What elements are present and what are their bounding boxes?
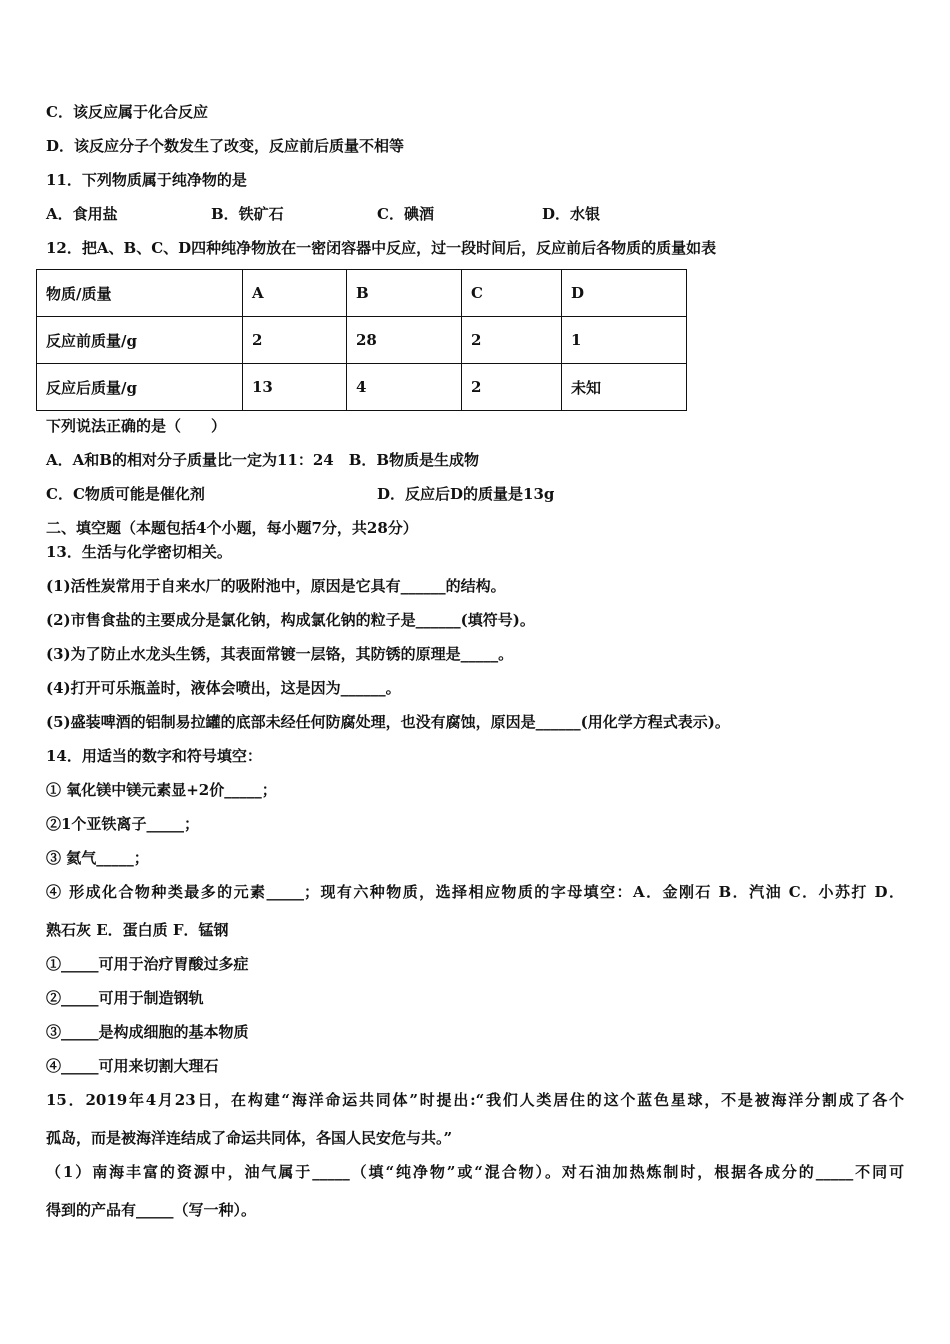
table-row xyxy=(37,364,687,411)
q11-option-b: B．铁矿石 xyxy=(211,205,284,223)
q11-option-a: A．食用盐 xyxy=(46,205,118,223)
q14-sub-1: ①_____可用于治疗胃酸过多症 xyxy=(46,955,249,973)
q14-sub-4: ④_____可用来切割大理石 xyxy=(46,1057,219,1075)
q15-stem-line-1: 15．2019年4月23日，在构建“海洋命运共同体”时提出:“我们人类居住的这个蓝色星球，不是被海洋分割成了各个 xyxy=(46,1091,904,1109)
q14-sub-2: ②_____可用于制造钢轨 xyxy=(46,989,204,1007)
q13-part-5: (5)盛装啤酒的铝制易拉罐的底部未经任何防腐处理，也没有腐蚀，原因是______(用化学方程式表示)。 xyxy=(46,713,730,731)
table-header-row xyxy=(37,270,687,317)
q13-part-1: (1)活性炭常用于自来水厂的吸附池中，原因是它具有______的结构。 xyxy=(46,577,506,595)
q11-option-c: C．碘酒 xyxy=(377,205,434,223)
q13-stem: 13．生活与化学密切相关。 xyxy=(46,543,232,561)
table-row xyxy=(37,317,687,364)
q12-option-d: D．反应后D的质量是13g xyxy=(377,485,555,503)
table-cell: 物质/质量 xyxy=(37,270,243,317)
table-cell: 未知 xyxy=(562,364,687,411)
section-2-heading: 二、填空题（本题包括4个小题，每小题7分，共28分） xyxy=(46,519,418,537)
q15-part-1-line-1: （1）南海丰富的资源中，油气属于_____（填“纯净物”或“混合物）。对石油加热炼制时，根据各成分的_____不同可 xyxy=(46,1163,904,1181)
q14-part-1: ① 氧化镁中镁元素显+2价_____； xyxy=(46,781,277,799)
table-cell: 反应后质量/g xyxy=(37,364,243,411)
table-cell: 13 xyxy=(243,364,347,411)
q15-part-1-line-2: 得到的产品有_____（写一种）。 xyxy=(46,1201,257,1219)
table-cell: 反应前质量/g xyxy=(37,317,243,364)
table-cell: D xyxy=(562,270,687,317)
q11-stem: 11．下列物质属于纯净物的是 xyxy=(46,171,247,189)
q13-part-3: (3)为了防止水龙头生锈，其表面常镀一层铬，其防锈的原理是_____。 xyxy=(46,645,514,663)
q14-part-4-line-1: ④ 形成化合物种类最多的元素_____；现有六种物质，选择相应物质的字母填空：A．金刚石 B．汽油 C．小苏打 D． xyxy=(46,883,904,901)
q12-stem: 12．把A、B、C、D四种纯净物放在一密闭容器中反应，过一段时间后，反应前后各物质的质量如表 xyxy=(46,239,717,257)
q12-prompt: 下列说法正确的是（ ） xyxy=(46,417,227,435)
q13-part-2: (2)市售食盐的主要成分是氯化钠，构成氯化钠的粒子是______(填符号)。 xyxy=(46,611,535,629)
table-cell: 1 xyxy=(562,317,687,364)
q14-part-3: ③ 氦气_____； xyxy=(46,849,149,867)
q14-stem: 14．用适当的数字和符号填空： xyxy=(46,747,262,765)
q15-stem-line-2: 孤岛，而是被海洋连结成了命运共同体，各国人民安危与共。” xyxy=(46,1129,453,1147)
q10-option-d: D．该反应分子个数发生了改变，反应前后质量不相等 xyxy=(46,137,405,155)
table-cell: C xyxy=(462,270,562,317)
q13-part-4: (4)打开可乐瓶盖时，液体会喷出，这是因为______。 xyxy=(46,679,401,697)
table-cell: B xyxy=(347,270,462,317)
table-cell: 2 xyxy=(243,317,347,364)
table-cell: 2 xyxy=(462,317,562,364)
table-cell: 28 xyxy=(347,317,462,364)
q14-part-4-line-2: 熟石灰 E．蛋白质 F．锰钢 xyxy=(46,921,229,939)
table-cell: A xyxy=(243,270,347,317)
q11-option-d: D．水银 xyxy=(542,205,601,223)
q10-option-c: C．该反应属于化合反应 xyxy=(46,103,208,121)
q12-mass-table xyxy=(36,269,687,411)
q12-option-c: C．C物质可能是催化剂 xyxy=(46,485,205,503)
table-cell: 2 xyxy=(462,364,562,411)
q14-part-2: ②1个亚铁离子_____； xyxy=(46,815,199,833)
table-cell: 4 xyxy=(347,364,462,411)
q14-sub-3: ③_____是构成细胞的基本物质 xyxy=(46,1023,249,1041)
q12-options-ab: A．A和B的相对分子质量比一定为11：24 B．B物质是生成物 xyxy=(46,451,480,469)
